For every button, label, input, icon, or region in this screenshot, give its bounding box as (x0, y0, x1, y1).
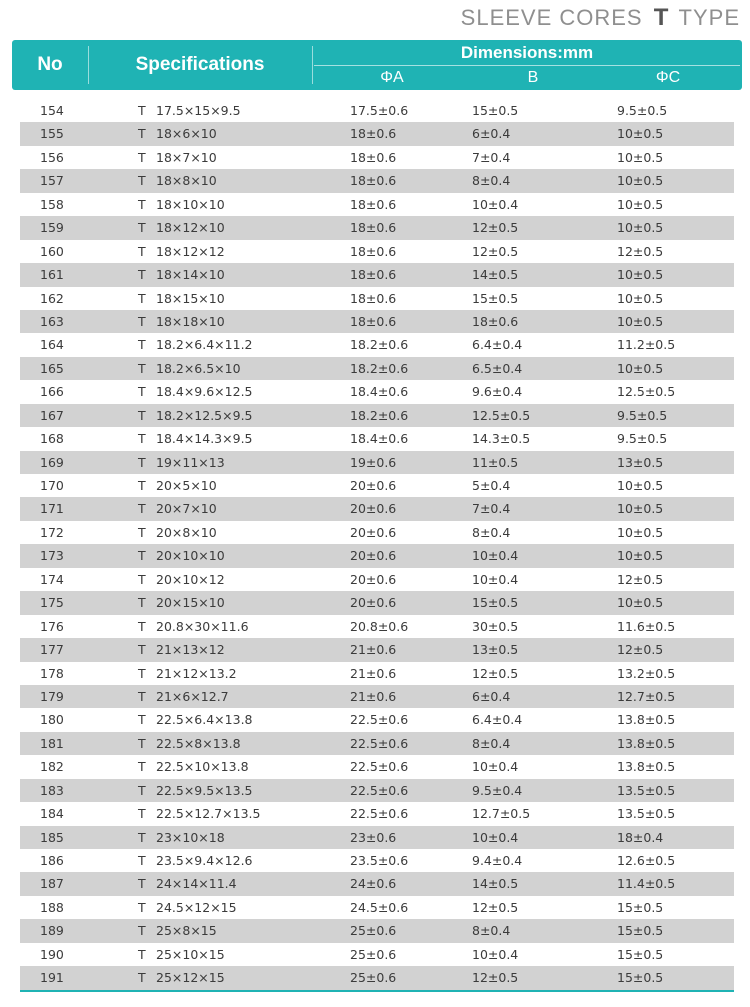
row-dim-c: 15±0.5 (617, 946, 664, 962)
table-row (20, 662, 734, 685)
row-spec: 18×18×10 (156, 313, 225, 329)
row-spec: 18×7×10 (156, 149, 217, 165)
type-word: TYPE (678, 5, 740, 30)
row-dim-b: 7±0.4 (472, 149, 511, 165)
row-dim-b: 8±0.4 (472, 524, 511, 540)
row-type: T (138, 946, 146, 962)
row-type: T (138, 384, 146, 400)
table-row (20, 357, 734, 380)
row-no: 169 (40, 454, 64, 470)
table-row (20, 826, 734, 849)
row-spec: 20×10×12 (156, 571, 225, 587)
row-dim-a: 21±0.6 (350, 665, 397, 681)
row-no: 180 (40, 712, 64, 728)
row-spec: 23.5×9.4×12.6 (156, 853, 253, 868)
table-row (20, 591, 734, 614)
row-spec: 22.5×8×13.8 (156, 735, 241, 751)
row-no: 191 (40, 970, 64, 986)
row-dim-c: 10±0.5 (617, 126, 664, 142)
row-type: T (138, 149, 146, 165)
row-dim-c: 13.2±0.5 (617, 665, 676, 681)
header-dimensions: Dimensions:mm (460, 42, 594, 62)
row-dim-c: 13.5±0.5 (617, 806, 676, 822)
table-row (20, 849, 734, 872)
row-dim-a: 23±0.6 (350, 829, 397, 845)
row-dim-a: 20±0.6 (350, 524, 397, 540)
row-dim-b: 6.4±0.4 (472, 712, 523, 728)
row-type: T (138, 173, 146, 189)
header-no: No (37, 54, 63, 75)
row-dim-c: 10±0.5 (617, 595, 664, 611)
row-type: T (138, 618, 146, 634)
row-dim-c: 13.8±0.5 (617, 735, 676, 751)
row-spec: 20×8×10 (156, 524, 217, 540)
header-col-a: ΦA (380, 69, 404, 86)
row-dim-b: 7±0.4 (472, 501, 511, 517)
table-row (20, 615, 734, 638)
row-dim-c: 13.5±0.5 (617, 782, 676, 798)
row-dim-a: 22.5±0.6 (350, 735, 409, 751)
row-dim-a: 18.4±0.6 (350, 431, 409, 447)
table-row (20, 755, 734, 778)
row-dim-b: 10±0.4 (472, 548, 519, 564)
table-header (12, 40, 742, 90)
table-row (20, 638, 734, 661)
row-dim-a: 18±0.6 (350, 196, 397, 212)
row-dim-b: 12±0.5 (472, 243, 519, 259)
table-row (20, 240, 734, 263)
row-no: 186 (40, 853, 64, 868)
row-dim-a: 18±0.6 (350, 173, 397, 189)
row-dim-b: 15±0.5 (472, 290, 519, 306)
row-dim-c: 10±0.5 (617, 313, 664, 329)
row-no: 160 (40, 243, 64, 259)
row-spec: 18×15×10 (156, 290, 225, 306)
table-row (20, 474, 734, 497)
row-dim-a: 18±0.6 (350, 149, 397, 165)
row-dim-c: 10±0.5 (617, 220, 664, 236)
row-dim-a: 20±0.6 (350, 571, 397, 587)
row-dim-b: 9.4±0.4 (472, 853, 523, 868)
row-dim-c: 15±0.5 (617, 923, 664, 939)
row-spec: 18×6×10 (156, 126, 217, 142)
row-dim-a: 18±0.6 (350, 313, 397, 329)
row-spec: 18.4×9.6×12.5 (156, 384, 253, 400)
row-type: T (138, 290, 146, 306)
row-type: T (138, 126, 146, 142)
row-dim-c: 18±0.4 (617, 829, 664, 845)
row-spec: 18.2×12.5×9.5 (156, 407, 253, 423)
row-dim-c: 15±0.5 (617, 970, 664, 986)
row-dim-b: 14±0.5 (472, 876, 519, 892)
row-no: 155 (40, 126, 64, 142)
row-dim-c: 13.8±0.5 (617, 759, 676, 775)
row-dim-a: 18±0.6 (350, 220, 397, 236)
row-dim-b: 6±0.4 (472, 688, 511, 704)
row-spec: 23×10×18 (156, 829, 225, 845)
row-dim-b: 8±0.4 (472, 923, 511, 939)
row-spec: 18×8×10 (156, 173, 217, 189)
row-spec: 21×6×12.7 (156, 688, 229, 704)
row-type: T (138, 243, 146, 259)
row-type: T (138, 782, 146, 798)
row-no: 172 (40, 524, 64, 540)
row-dim-b: 12±0.5 (472, 899, 519, 915)
row-dim-c: 12±0.5 (617, 243, 664, 259)
row-dim-c: 15±0.5 (617, 899, 664, 915)
row-dim-a: 21±0.6 (350, 642, 397, 658)
row-dim-b: 6.5±0.4 (472, 360, 523, 376)
table-row (20, 708, 734, 731)
row-type: T (138, 220, 146, 236)
row-dim-a: 22.5±0.6 (350, 806, 409, 822)
row-dim-a: 25±0.6 (350, 923, 397, 939)
row-spec: 21×12×13.2 (156, 665, 237, 681)
table-row (20, 732, 734, 755)
row-no: 174 (40, 571, 64, 587)
table-row (20, 99, 734, 122)
row-type: T (138, 688, 146, 704)
row-dim-b: 12.5±0.5 (472, 407, 531, 423)
row-type: T (138, 665, 146, 681)
row-spec: 20×5×10 (156, 478, 217, 493)
row-spec: 22.5×9.5×13.5 (156, 782, 253, 798)
row-type: T (138, 431, 146, 447)
row-spec: 25×8×15 (156, 923, 217, 939)
row-dim-c: 10±0.5 (617, 360, 664, 376)
row-no: 179 (40, 688, 64, 704)
row-dim-b: 12±0.5 (472, 220, 519, 236)
row-dim-a: 18.2±0.6 (350, 407, 409, 423)
row-spec: 18×12×12 (156, 243, 225, 259)
row-dim-c: 10±0.5 (617, 196, 664, 212)
row-no: 171 (40, 501, 64, 517)
row-dim-c: 12.6±0.5 (617, 853, 676, 868)
row-dim-b: 11±0.5 (472, 454, 519, 470)
row-dim-c: 10±0.5 (617, 173, 664, 189)
row-dim-a: 18.2±0.6 (350, 337, 409, 353)
row-spec: 24×14×11.4 (156, 876, 237, 892)
row-type: T (138, 103, 146, 118)
table-row (20, 919, 734, 942)
row-dim-b: 6±0.4 (472, 126, 511, 142)
row-dim-a: 20±0.6 (350, 501, 397, 517)
row-type: T (138, 829, 146, 845)
row-dim-a: 18±0.6 (350, 243, 397, 259)
row-spec: 21×13×12 (156, 642, 225, 658)
table-row (20, 310, 734, 333)
row-dim-a: 25±0.6 (350, 970, 397, 986)
header-col-c: ΦC (655, 69, 681, 86)
row-spec: 18.2×6.4×11.2 (156, 337, 253, 353)
row-dim-b: 5±0.4 (472, 478, 511, 493)
row-no: 168 (40, 431, 64, 447)
row-dim-a: 18.4±0.6 (350, 384, 409, 400)
table-row (20, 896, 734, 919)
row-no: 185 (40, 829, 64, 845)
row-spec: 18×10×10 (156, 196, 225, 212)
row-dim-b: 12.7±0.5 (472, 806, 531, 822)
row-dim-c: 10±0.5 (617, 149, 664, 165)
table-row (20, 544, 734, 567)
row-dim-b: 9.5±0.4 (472, 782, 523, 798)
row-dim-b: 12±0.5 (472, 970, 519, 986)
row-no: 164 (40, 337, 64, 353)
table-row (20, 287, 734, 310)
row-dim-c: 10±0.5 (617, 478, 664, 493)
row-no: 184 (40, 806, 64, 822)
row-type: T (138, 524, 146, 540)
row-spec: 20×15×10 (156, 595, 225, 611)
row-dim-a: 20±0.6 (350, 478, 397, 493)
row-type: T (138, 876, 146, 892)
row-no: 161 (40, 267, 64, 283)
row-dim-a: 18±0.6 (350, 126, 397, 142)
row-spec: 22.5×12.7×13.5 (156, 806, 261, 822)
row-dim-b: 10±0.4 (472, 946, 519, 962)
row-spec: 22.5×6.4×13.8 (156, 712, 253, 728)
row-type: T (138, 970, 146, 986)
row-no: 159 (40, 220, 64, 236)
row-dim-b: 15±0.5 (472, 103, 519, 118)
row-dim-b: 10±0.4 (472, 196, 519, 212)
row-dim-c: 12.7±0.5 (617, 688, 676, 704)
row-spec: 18×14×10 (156, 267, 225, 283)
row-dim-b: 10±0.4 (472, 759, 519, 775)
row-dim-b: 15±0.5 (472, 595, 519, 611)
row-no: 162 (40, 290, 64, 306)
row-type: T (138, 899, 146, 915)
row-no: 188 (40, 899, 64, 915)
row-spec: 18.2×6.5×10 (156, 360, 241, 376)
table-bottom-rule (20, 990, 734, 992)
row-no: 187 (40, 876, 64, 892)
row-spec: 18.4×14.3×9.5 (156, 431, 253, 447)
row-dim-a: 24±0.6 (350, 876, 397, 892)
page-title (461, 4, 740, 32)
row-no: 167 (40, 407, 64, 423)
table-body (20, 99, 734, 990)
row-no: 158 (40, 196, 64, 212)
row-dim-a: 23.5±0.6 (350, 853, 409, 868)
table-row (20, 779, 734, 802)
table-row (20, 802, 734, 825)
row-type: T (138, 853, 146, 868)
row-type: T (138, 407, 146, 423)
row-type: T (138, 501, 146, 517)
row-no: 156 (40, 149, 64, 165)
row-dim-b: 14.3±0.5 (472, 431, 531, 447)
row-type: T (138, 759, 146, 775)
row-dim-b: 8±0.4 (472, 735, 511, 751)
row-dim-a: 20±0.6 (350, 595, 397, 611)
row-no: 190 (40, 946, 64, 962)
row-dim-b: 10±0.4 (472, 571, 519, 587)
row-dim-a: 18.2±0.6 (350, 360, 409, 376)
row-type: T (138, 712, 146, 728)
row-dim-c: 12±0.5 (617, 642, 664, 658)
row-dim-c: 9.5±0.5 (617, 407, 668, 423)
table-row (20, 568, 734, 591)
row-no: 189 (40, 923, 64, 939)
row-dim-a: 18±0.6 (350, 267, 397, 283)
row-dim-a: 19±0.6 (350, 454, 397, 470)
row-type: T (138, 313, 146, 329)
row-spec: 25×12×15 (156, 970, 225, 986)
row-dim-b: 18±0.6 (472, 313, 519, 329)
row-dim-a: 17.5±0.6 (350, 103, 409, 118)
table-row (20, 451, 734, 474)
row-spec: 20×10×10 (156, 548, 225, 564)
row-dim-b: 8±0.4 (472, 173, 511, 189)
row-dim-a: 20.8±0.6 (350, 618, 409, 634)
type-letter: T (653, 4, 670, 31)
row-dim-a: 24.5±0.6 (350, 899, 409, 915)
table-row (20, 146, 734, 169)
row-dim-a: 21±0.6 (350, 688, 397, 704)
row-spec: 19×11×13 (156, 454, 225, 470)
table-row (20, 943, 734, 966)
row-dim-b: 13±0.5 (472, 642, 519, 658)
table-row (20, 427, 734, 450)
table-row (20, 380, 734, 403)
row-type: T (138, 735, 146, 751)
row-dim-a: 22.5±0.6 (350, 759, 409, 775)
row-spec: 20×7×10 (156, 501, 217, 517)
row-type: T (138, 923, 146, 939)
row-type: T (138, 806, 146, 822)
row-type: T (138, 196, 146, 212)
row-no: 163 (40, 313, 64, 329)
header-specifications: Specifications (135, 54, 265, 75)
table-row (20, 521, 734, 544)
row-dim-c: 9.5±0.5 (617, 103, 668, 118)
row-type: T (138, 548, 146, 564)
row-dim-c: 11.6±0.5 (617, 618, 676, 634)
row-dim-b: 14±0.5 (472, 267, 519, 283)
row-no: 182 (40, 759, 64, 775)
table-row (20, 404, 734, 427)
row-dim-c: 10±0.5 (617, 524, 664, 540)
row-no: 173 (40, 548, 64, 564)
row-no: 177 (40, 642, 64, 658)
row-no: 165 (40, 360, 64, 376)
row-type: T (138, 595, 146, 611)
row-no: 175 (40, 595, 64, 611)
row-dim-c: 11.2±0.5 (617, 337, 676, 353)
row-no: 154 (40, 103, 64, 118)
table-row (20, 122, 734, 145)
table-row (20, 216, 734, 239)
row-dim-c: 13±0.5 (617, 454, 664, 470)
row-type: T (138, 360, 146, 376)
table-row (20, 263, 734, 286)
header-col-b: B (527, 69, 539, 86)
row-dim-c: 12.5±0.5 (617, 384, 676, 400)
table-row (20, 497, 734, 520)
row-dim-b: 9.6±0.4 (472, 384, 523, 400)
table-row (20, 169, 734, 192)
row-dim-b: 10±0.4 (472, 829, 519, 845)
row-dim-c: 10±0.5 (617, 548, 664, 564)
row-dim-a: 20±0.6 (350, 548, 397, 564)
row-type: T (138, 478, 146, 493)
row-spec: 20.8×30×11.6 (156, 618, 249, 634)
row-dim-c: 12±0.5 (617, 571, 664, 587)
row-dim-c: 13.8±0.5 (617, 712, 676, 728)
row-dim-a: 22.5±0.6 (350, 712, 409, 728)
row-no: 183 (40, 782, 64, 798)
table-row (20, 193, 734, 216)
row-dim-c: 9.5±0.5 (617, 431, 668, 447)
row-dim-a: 18±0.6 (350, 290, 397, 306)
row-no: 181 (40, 735, 64, 751)
row-dim-b: 12±0.5 (472, 665, 519, 681)
table-row (20, 966, 734, 989)
row-spec: 18×12×10 (156, 220, 225, 236)
row-spec: 25×10×15 (156, 946, 225, 962)
row-no: 176 (40, 618, 64, 634)
row-dim-c: 10±0.5 (617, 267, 664, 283)
row-no: 157 (40, 173, 64, 189)
table-row (20, 872, 734, 895)
row-dim-c: 11.4±0.5 (617, 876, 676, 892)
row-type: T (138, 642, 146, 658)
row-type: T (138, 337, 146, 353)
row-spec: 24.5×12×15 (156, 899, 237, 915)
table-row (20, 685, 734, 708)
row-dim-a: 25±0.6 (350, 946, 397, 962)
row-dim-b: 6.4±0.4 (472, 337, 523, 353)
row-no: 178 (40, 665, 64, 681)
row-type: T (138, 571, 146, 587)
page-title-text: SLEEVE CORES (460, 5, 643, 30)
row-spec: 22.5×10×13.8 (156, 759, 249, 775)
row-type: T (138, 454, 146, 470)
row-dim-c: 10±0.5 (617, 501, 664, 517)
row-dim-c: 10±0.5 (617, 290, 664, 306)
row-type: T (138, 267, 146, 283)
row-spec: 17.5×15×9.5 (156, 103, 241, 118)
row-no: 170 (40, 478, 64, 493)
table-row (20, 333, 734, 356)
row-dim-b: 30±0.5 (472, 618, 519, 634)
row-dim-a: 22.5±0.6 (350, 782, 409, 798)
row-no: 166 (40, 384, 64, 400)
